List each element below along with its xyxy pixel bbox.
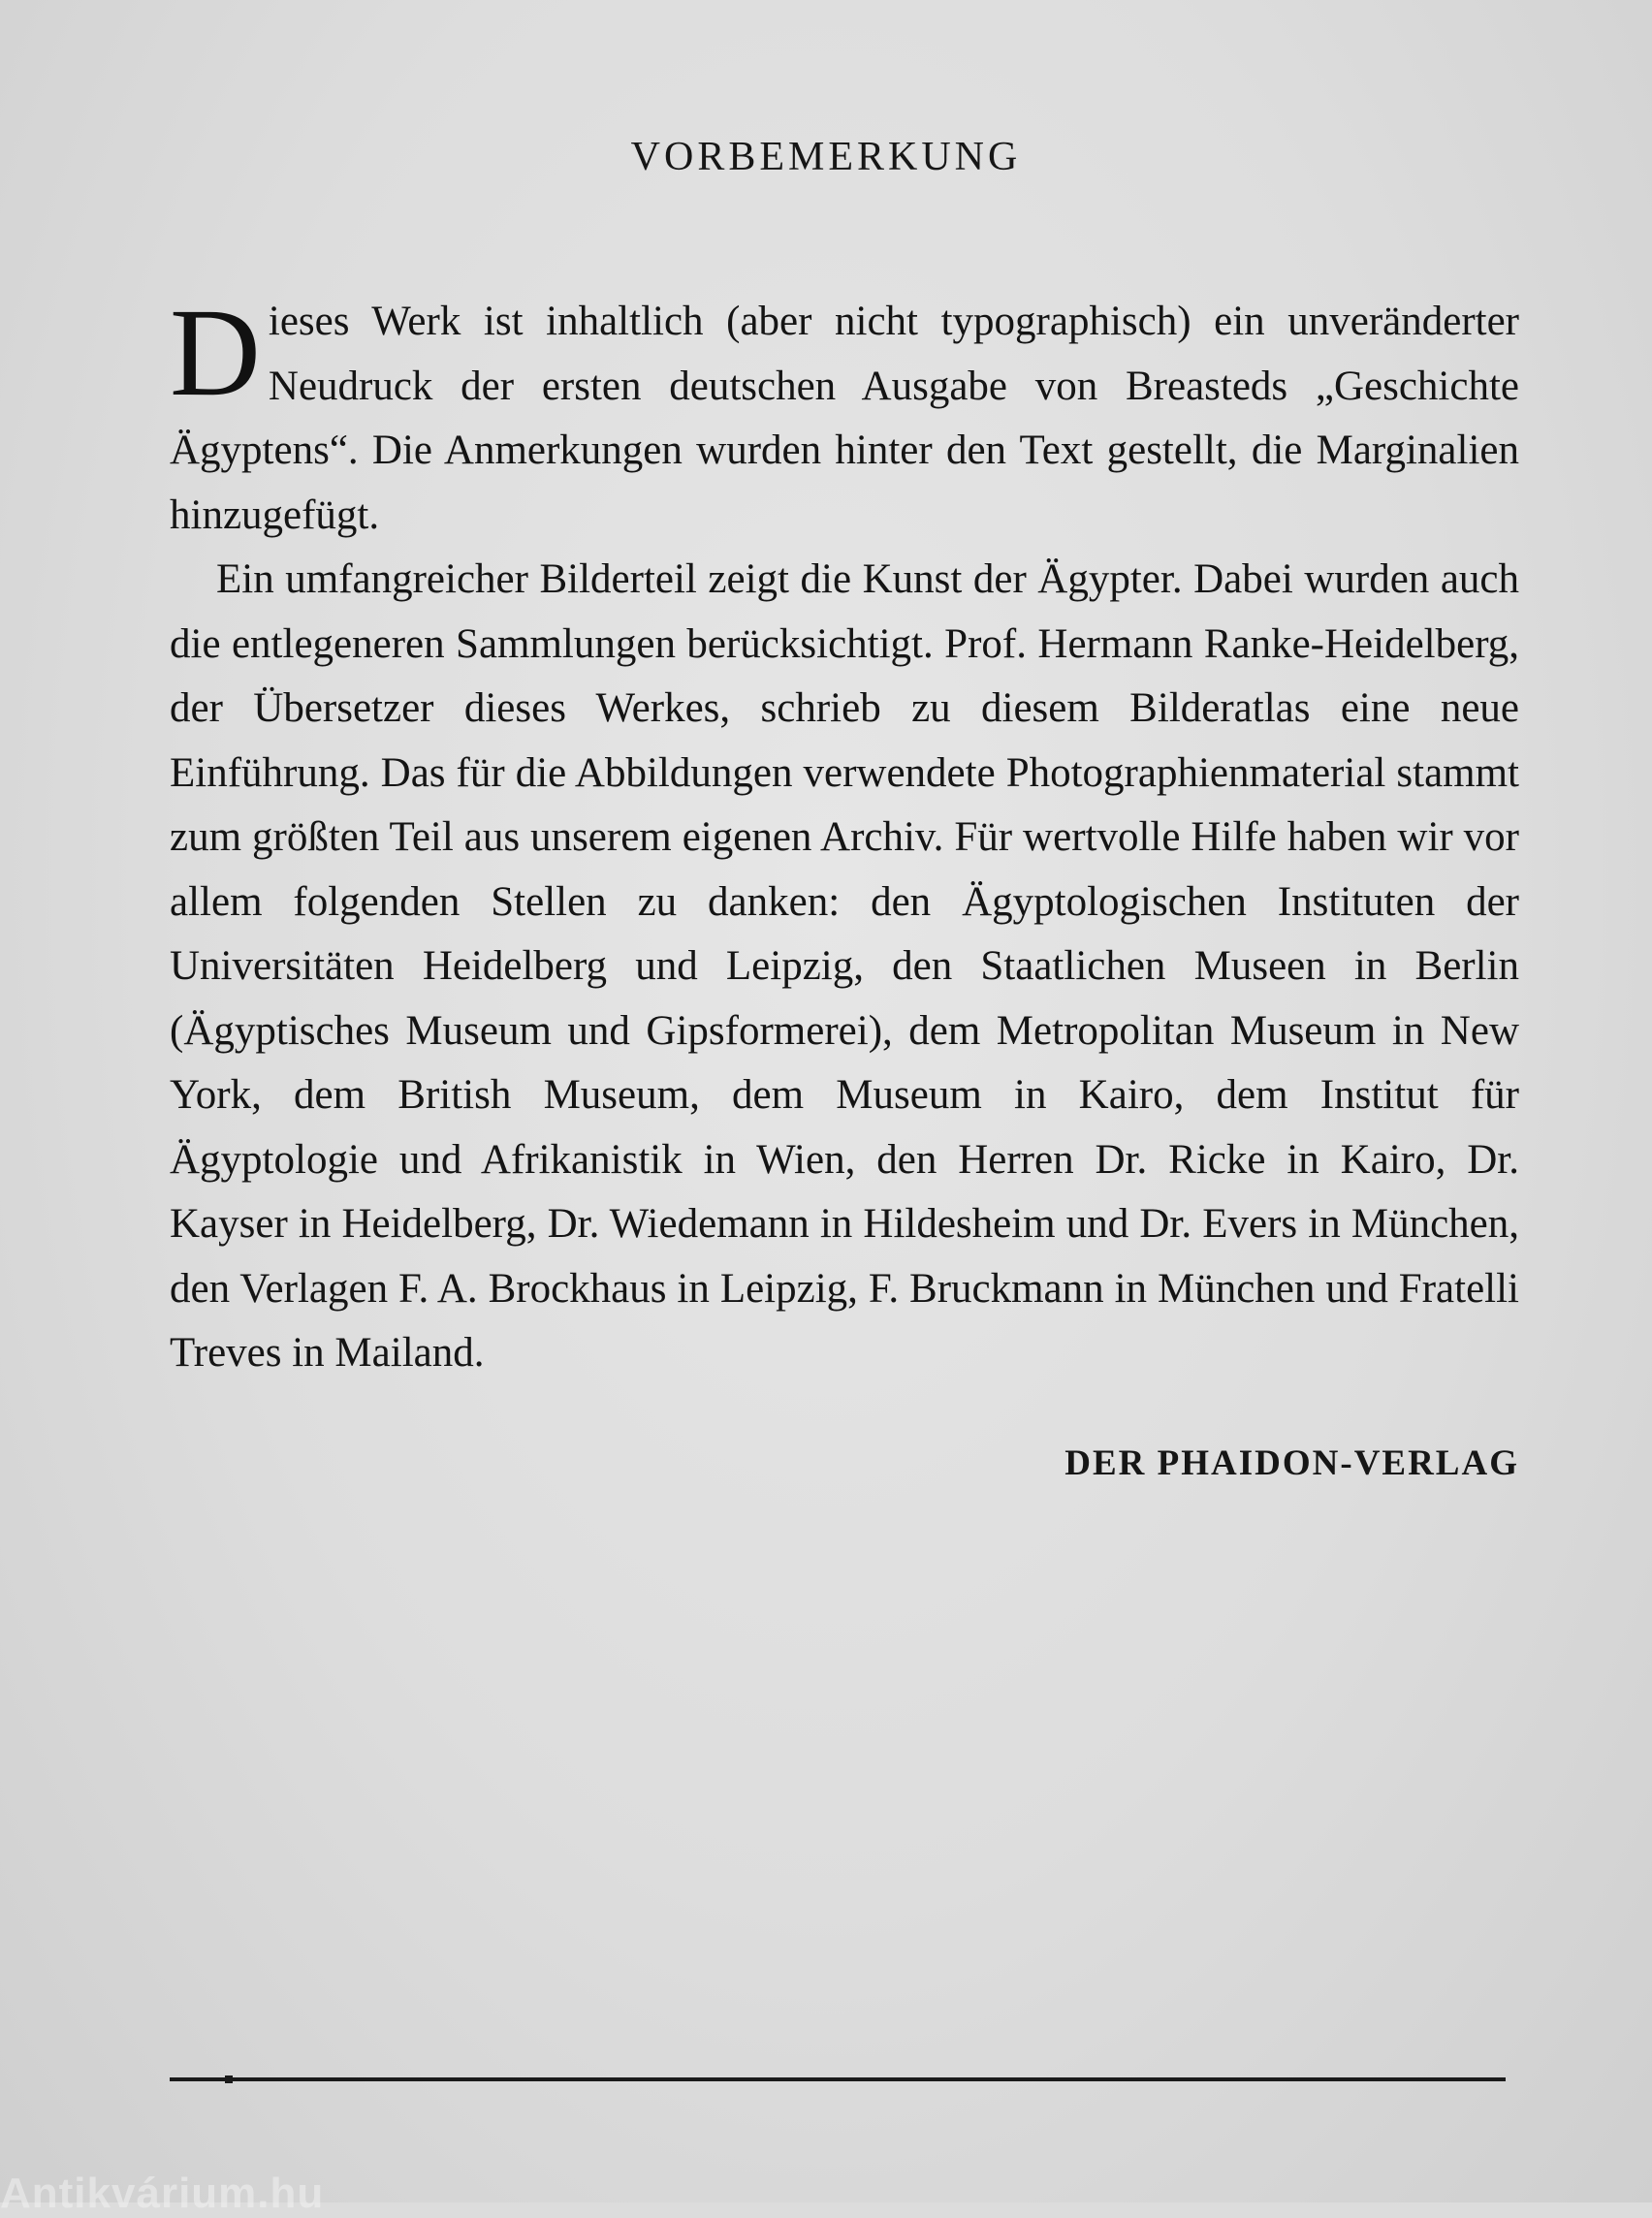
page-title: VORBEMERKUNG <box>630 135 1022 179</box>
preface-body <box>170 283 1519 1386</box>
drop-cap-initial: D <box>170 283 261 423</box>
footer-rule <box>170 2077 1506 2081</box>
publisher-signature: DER PHAIDON-VERLAG <box>1064 1443 1519 1483</box>
paragraph-1 <box>170 283 1519 548</box>
watermark: Antikvárium.hu <box>0 2170 325 2217</box>
paragraph-1-text: ieses Werk ist inhaltlich (aber nicht typographisch) ein unveränderter Neudruck der ersten deutschen Ausgabe von Breasteds „Geschichte Ägyptens“. Die Anmerkungen wurden hinter den Text gestellt, die Marginalien hinzugefügt. <box>170 299 1519 538</box>
paragraph-2: Ein umfangreicher Bilderteil zeigt die Kunst der Ägypter. Dabei wurden auch die entlegeneren Sammlungen berücksichtigt. Prof. Hermann Ranke-Heidelberg, der Übersetzer dieses Werkes, schrieb zu diesem Bilderatlas eine neue Einführung. Das für die Abbildungen verwendete Photographienmaterial stammt zum größten Teil aus unserem eigenen Archiv. Für wertvolle Hilfe haben wir vor allem folgenden Stellen zu danken: den Ägyptologischen Instituten der Universitäten Heidelberg und Leipzig, den Staatlichen Museen in Berlin (Ägyptisches Museum und Gipsformerei), dem Metropolitan Museum in New York, dem British Museum, dem Museum in Kairo, dem Institut für Ägyptologie und Afrikanistik in Wien, den Herren Dr. Ricke in Kairo, Dr. Kayser in Heidelberg, Dr. Wiedemann in Hildesheim und Dr. Evers in München, den Verlagen F. A. Brockhaus in Leipzig, F. Bruckmann in München und Fratelli Treves in Mailand. <box>170 556 1519 1376</box>
footer-rule-mark <box>225 2075 233 2083</box>
